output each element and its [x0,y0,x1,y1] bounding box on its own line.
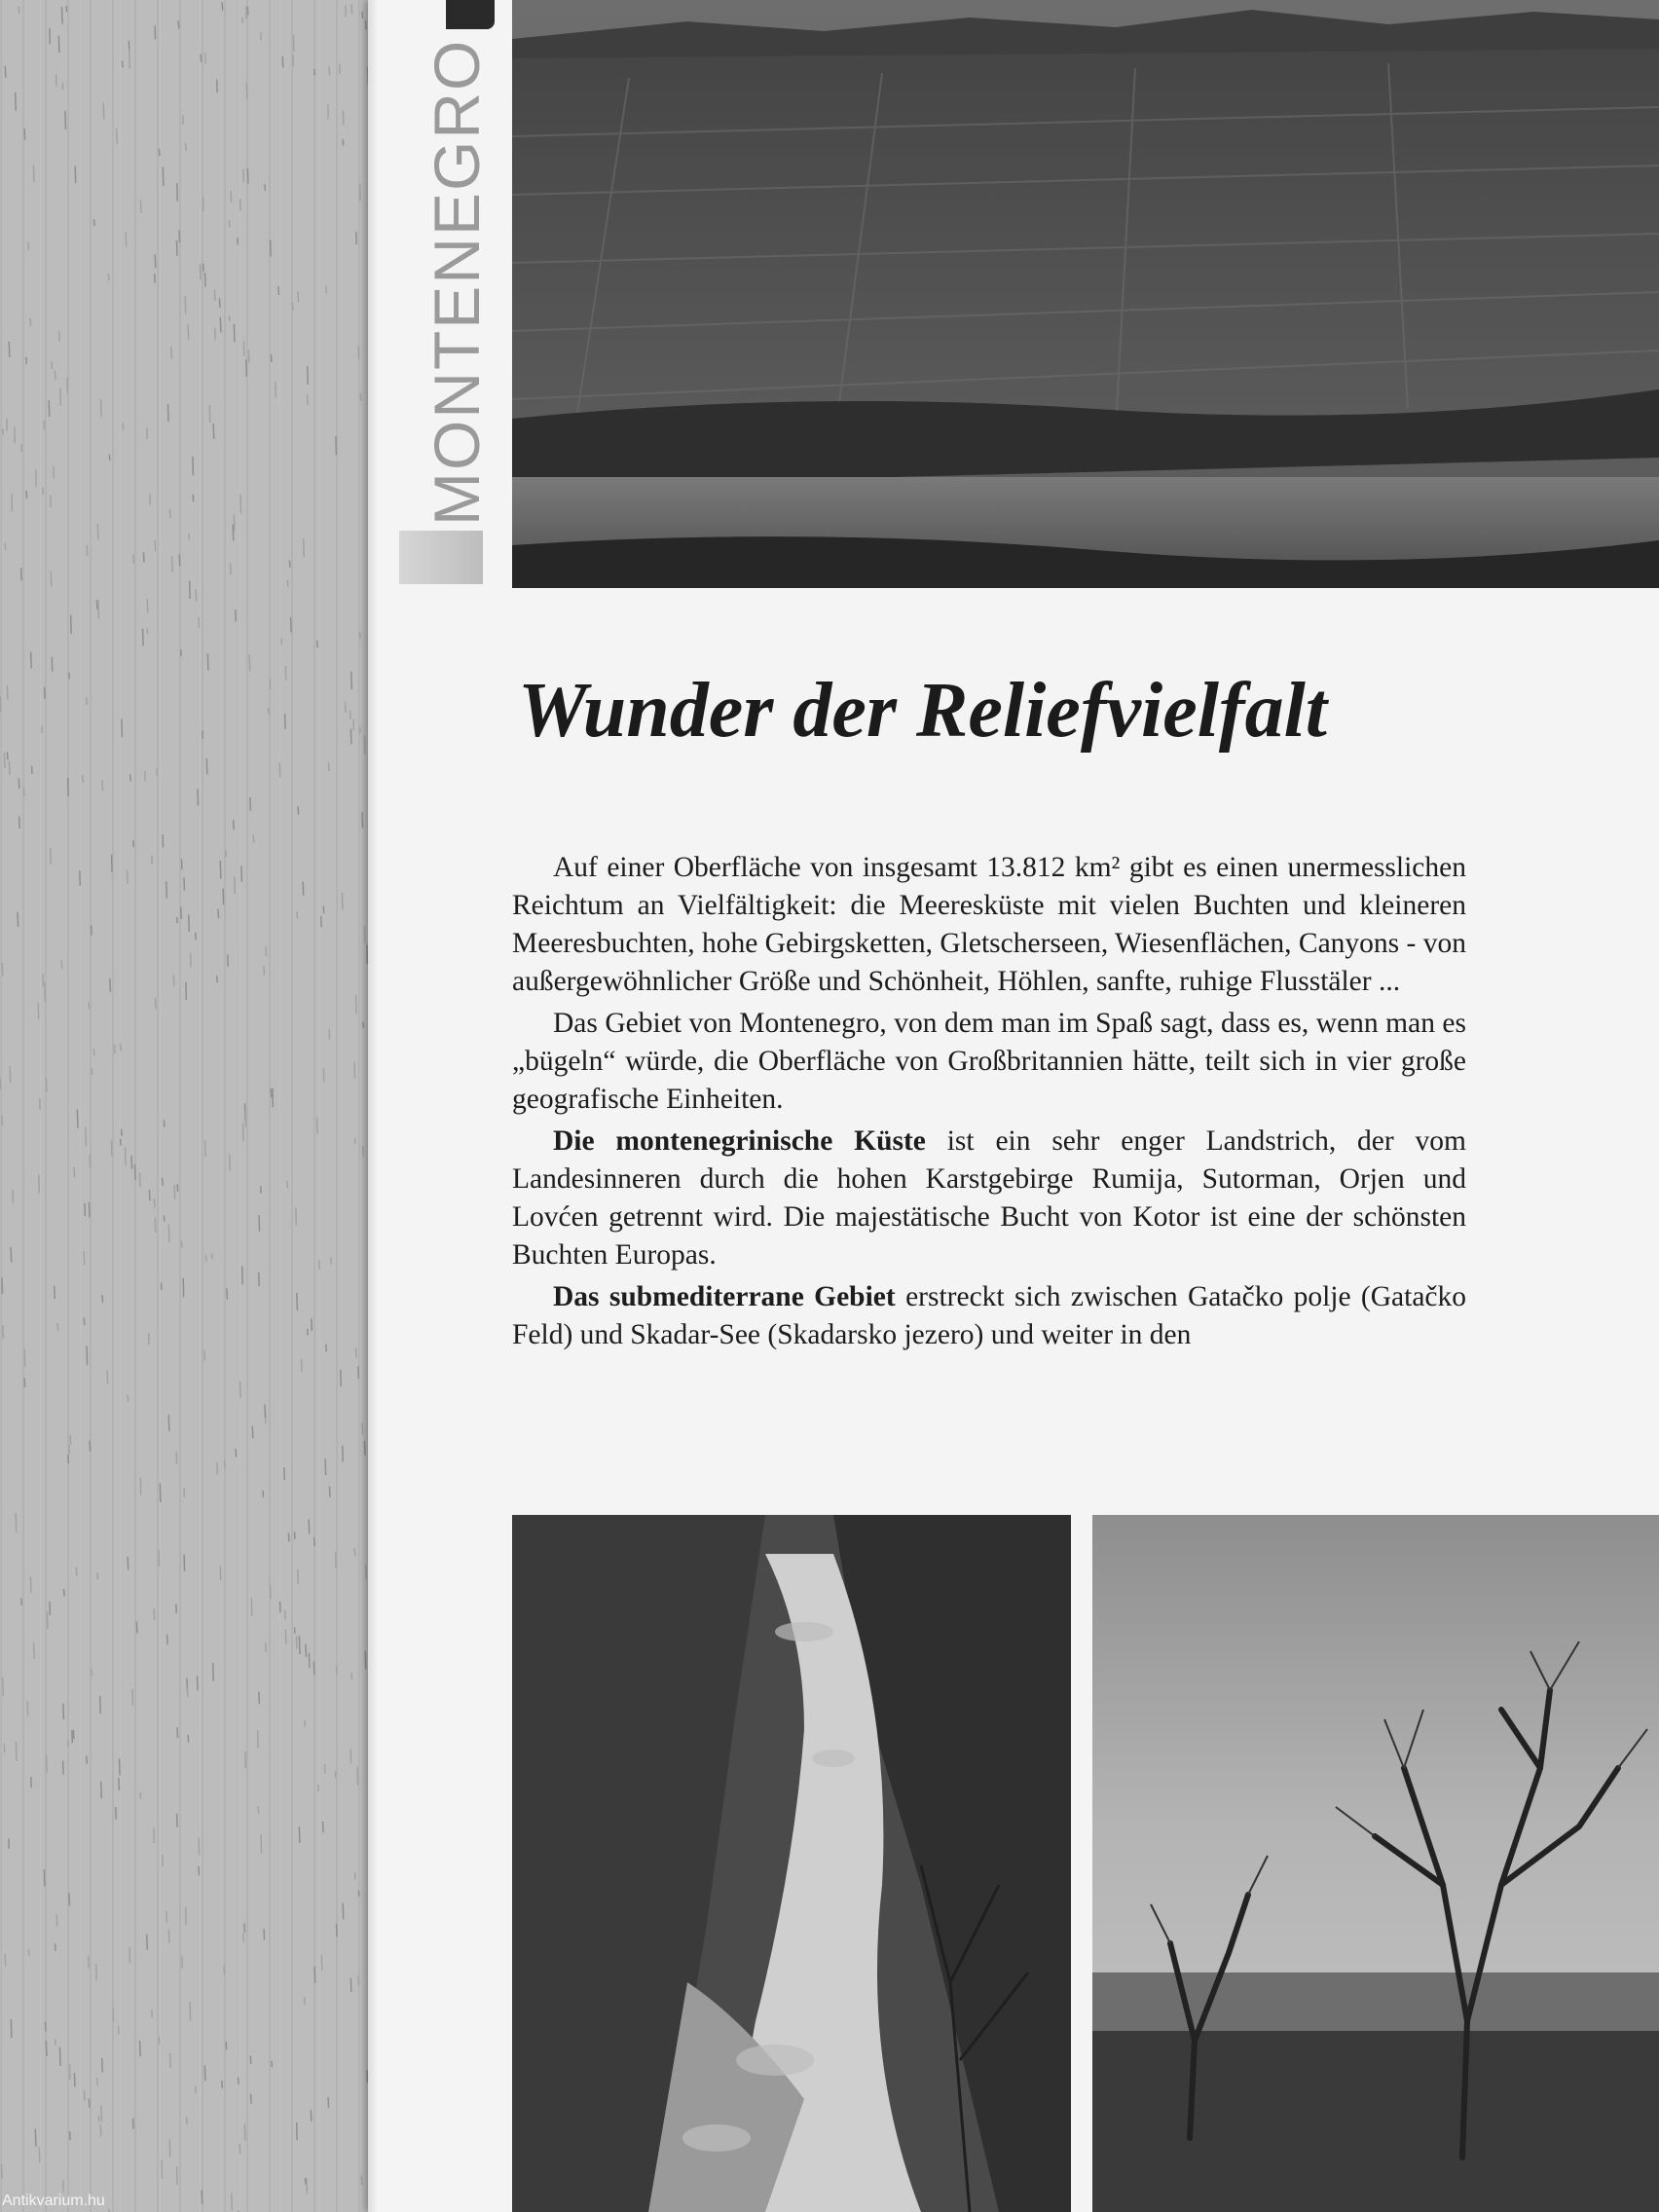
paragraph-4: Das submediterrane Gebiet erstreckt sich zwischen Gatačko polje (Gatačko Feld) und Skadar-See (Skadarsko jezero) und weiter in den [512,1281,1467,1350]
article-body [512,849,1466,1358]
page-edge-shadow [368,0,378,2212]
paragraph-3: Die montenegrinische Küste ist ein sehr enger Landstrich, der vom Landesinneren durch die hohen Karstgebirge Rumija, Sutorman, Orjen und Lovćen getrennt wird. Die majestätische Bucht von Kotor ist eine der schönsten Buchten Europas. [512,1125,1466,1271]
country-label: MONTENEGRO [421,38,493,526]
watermark: Antikvarium.hu [2,2193,105,2209]
paragraph-lead: Das submediterrane Gebiet [553,1281,896,1312]
tab-grey-bar [399,531,483,584]
paragraph-2: Das Gebiet von Montenegro, von dem man im Spaß sagt, dass es, wenn man es „bügeln“ würde, die Oberfläche von Großbritannien hätte, teilt sich in vier große geografische Einheiten. [512,1008,1466,1115]
paragraph-lead: Die montenegrinische Küste [553,1125,926,1157]
paragraph-1: Auf einer Oberfläche von insgesamt 13.812 km² gibt es einen unermesslichen Reichtum an Vielfältigkeit: die Meeresküste mit vielen Buchten und kleineren Meeresbuchten, hohe Gebirgsketten, Gletscherseen, Wiesenflächen, Canyons - von außergewöhnlicher Größe und Schönheit, Höhlen, sanfte, ruhige Flusstäler ... [512,852,1466,997]
tab-marker [446,0,495,29]
river-canyon-photo [512,1515,1071,2212]
flooded-trees-photo [1092,1515,1659,2212]
valley-farmland-photo [512,0,1659,588]
wood-grain-texture [0,0,375,2212]
article-heading: Wunder der Reliefvielfalt [518,668,1328,754]
